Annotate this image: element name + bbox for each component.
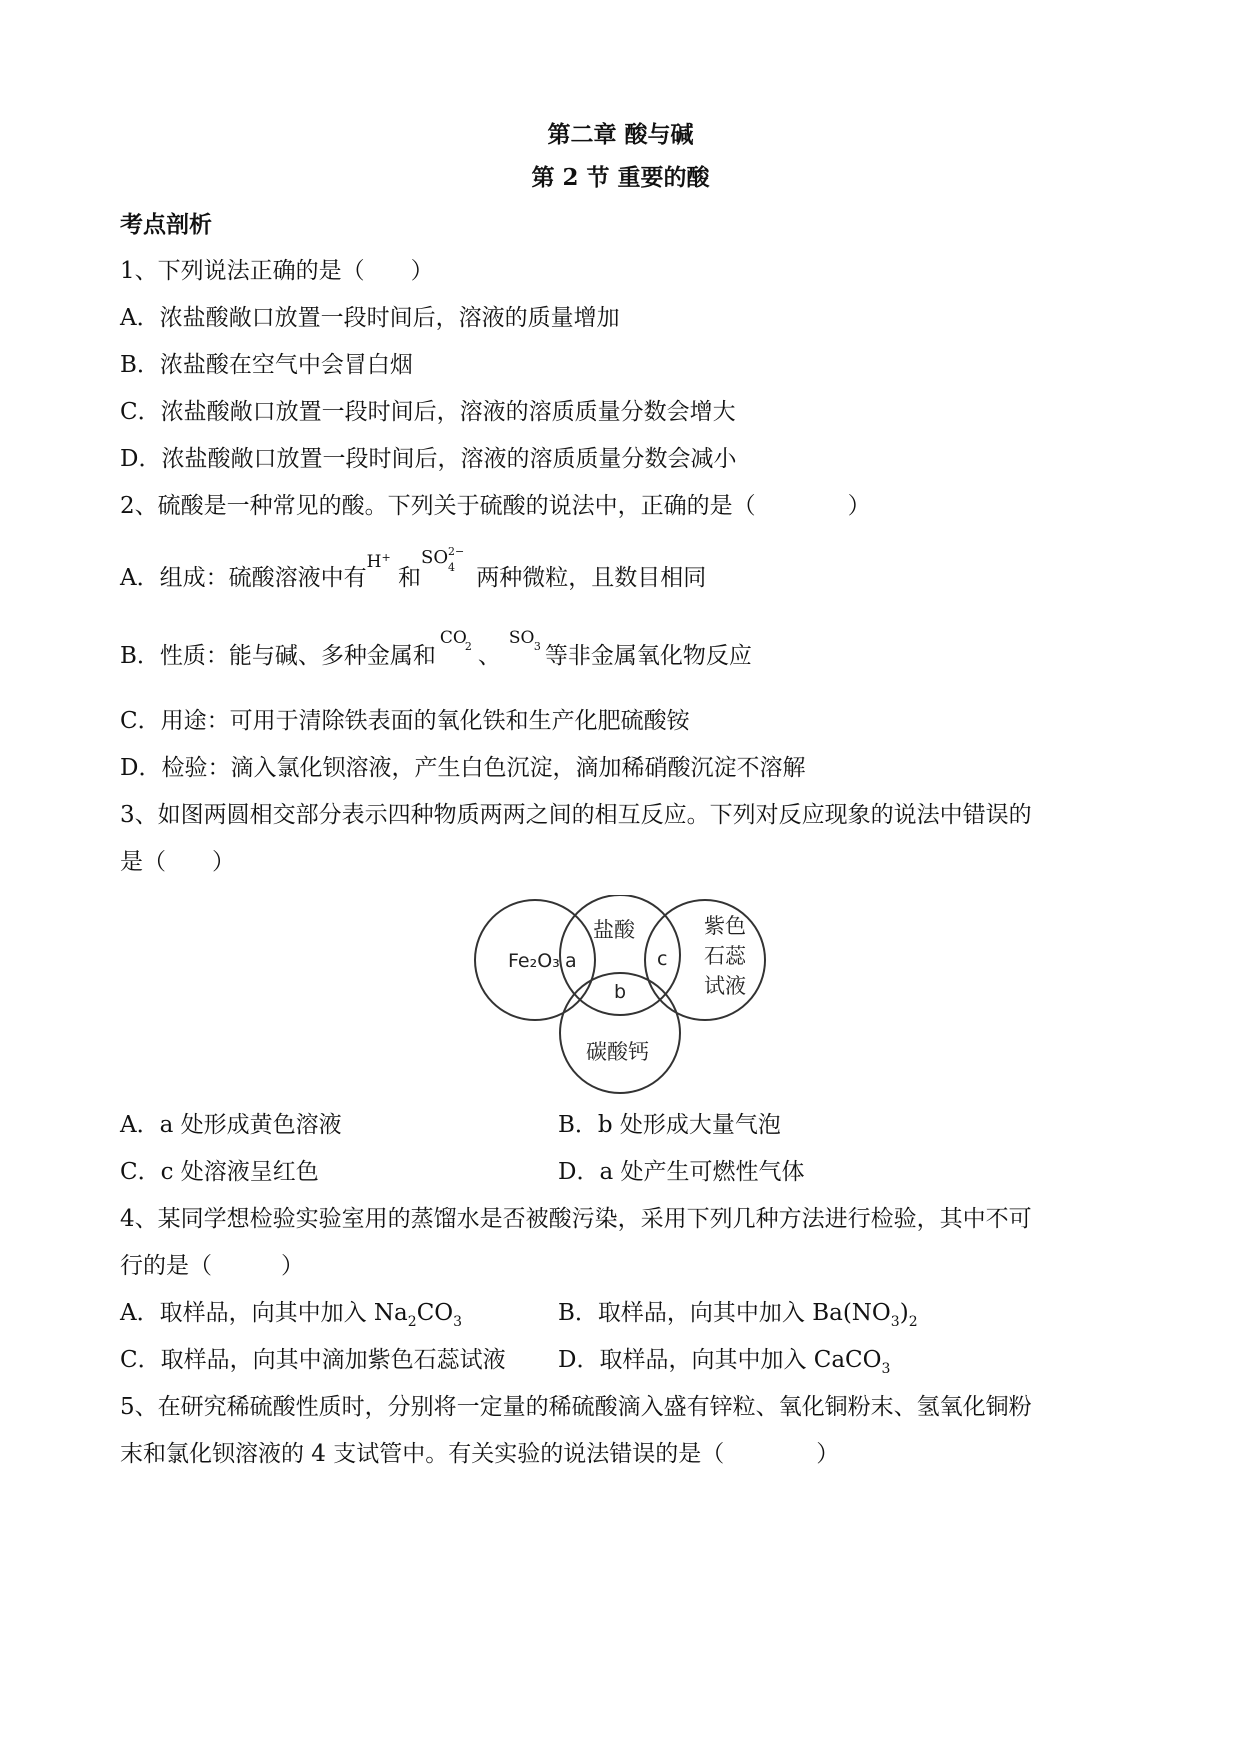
q4-b-index2: 2 <box>908 1314 918 1330</box>
co2-base: CO <box>439 628 467 648</box>
q2-a-prefix: A．组成：硫酸溶液中有 <box>120 565 367 591</box>
q1-option-b: B．浓盐酸在空气中会冒白烟 <box>120 352 413 378</box>
q2-a-and: 和 <box>397 565 421 591</box>
q2-a-h-formula <box>367 552 391 572</box>
q2-option-c: C．用途：可用于清除铁表面的氧化铁和生产化肥硫酸铵 <box>120 708 690 734</box>
q2-stem: 2、硫酸是一种常见的酸。下列关于硫酸的说法中，正确的是（ ） <box>120 493 871 519</box>
diagram-label-litmus-2: 石蕊 <box>704 944 746 968</box>
so4-index: 4 <box>447 561 455 574</box>
diagram-label-b: b <box>614 981 627 1003</box>
co2-index: 2 <box>464 640 472 653</box>
q2-b-suffix: 等非金属氧化物反应 <box>544 643 752 669</box>
q4-a-prefix: A．取样品，向其中加入 Na <box>120 1300 408 1326</box>
q4-b-index1: 3 <box>890 1314 900 1330</box>
q1-option-a: A．浓盐酸敞口放置一段时间后，溶液的质量增加 <box>120 305 620 331</box>
q4-b-prefix: B．取样品，向其中加入 Ba(NO <box>558 1300 891 1326</box>
q5-stem-line1: 5、在研究稀硫酸性质时，分别将一定量的稀硫酸滴入盛有锌粒、氧化铜粉末、氢氧化铜粉 <box>120 1394 1032 1420</box>
q2-b-co2-formula <box>436 628 478 671</box>
section-heading: 考点剖析 <box>120 211 212 238</box>
q3-option-c: C．c 处溶液呈红色 <box>120 1159 319 1185</box>
q3-option-b: B．b 处形成大量气泡 <box>558 1112 781 1138</box>
q2-a-so4-formula <box>420 545 469 593</box>
so4-base: SO <box>420 547 449 568</box>
q4-stem-line1: 4、某同学想检验实验室用的蒸馏水是否被酸污染，采用下列几种方法进行检验，其中不可 <box>120 1206 1032 1232</box>
diagram-label-litmus-3: 试液 <box>704 974 746 998</box>
q2-option-b <box>120 628 752 671</box>
q4-b-paren: ) <box>899 1300 909 1326</box>
q3-option-a: A．a 处形成黄色溶液 <box>120 1112 342 1138</box>
venn-diagram <box>460 895 780 1095</box>
q4-a-suffix: CO <box>416 1300 454 1326</box>
q4-option-d <box>558 1345 890 1378</box>
q1-stem: 1、下列说法正确的是（ ） <box>120 258 434 284</box>
q2-a-suffix: 两种微粒，且数目相同 <box>476 565 707 591</box>
q1-option-d: D．浓盐酸敞口放置一段时间后，溶液的溶质质量分数会减小 <box>120 446 737 472</box>
q4-d-prefix: D．取样品，向其中加入 CaCO <box>558 1347 882 1373</box>
q4-stem-line2: 行的是（ ） <box>120 1253 304 1279</box>
diagram-label-fe2o3: Fe₂O₃ <box>508 950 560 972</box>
q4-option-c: C．取样品，向其中滴加紫色石蕊试液 <box>120 1347 506 1373</box>
chapter-title: 第二章 酸与碱 <box>547 121 694 148</box>
h-charge: + <box>381 551 391 564</box>
q4-a-index2: 3 <box>453 1314 463 1330</box>
diagram-label-caco3: 碳酸钙 <box>586 1040 649 1064</box>
diagram-label-litmus-1: 紫色 <box>704 914 746 938</box>
q5-stem-line2: 末和氯化钡溶液的 4 支试管中。有关实验的说法错误的是（ ） <box>120 1441 840 1467</box>
q4-a-index1: 2 <box>407 1314 417 1330</box>
q2-option-d: D．检验：滴入氯化钡溶液，产生白色沉淀，滴加稀硝酸沉淀不溶解 <box>120 755 806 781</box>
q4-option-b <box>558 1298 918 1331</box>
q1-option-c: C．浓盐酸敞口放置一段时间后，溶液的溶质质量分数会增大 <box>120 399 736 425</box>
so3-base: SO <box>508 628 535 648</box>
diagram-label-hcl: 盐酸 <box>593 918 635 942</box>
q2-b-so3-formula <box>501 628 545 671</box>
q4-d-index: 3 <box>881 1361 891 1377</box>
section-title: 第 2 节 重要的酸 <box>531 164 710 191</box>
q4-option-a <box>120 1298 462 1331</box>
diagram-label-a: a <box>565 950 577 972</box>
so3-index: 3 <box>533 640 541 653</box>
diagram-label-c: c <box>657 948 668 970</box>
q2-b-prefix: B．性质：能与碱、多种金属和 <box>120 643 436 669</box>
q3-stem-line2: 是（ ） <box>120 849 235 875</box>
q3-stem-line1: 3、如图两圆相交部分表示四种物质两两之间的相互反应。下列对反应现象的说法中错误的 <box>120 802 1032 828</box>
q3-option-d: D．a 处产生可燃性气体 <box>558 1159 805 1185</box>
q2-b-separator: 、 <box>477 643 501 669</box>
h-symbol: H <box>366 552 382 572</box>
q2-option-a <box>120 545 707 597</box>
so4-charge: 2− <box>447 545 465 558</box>
